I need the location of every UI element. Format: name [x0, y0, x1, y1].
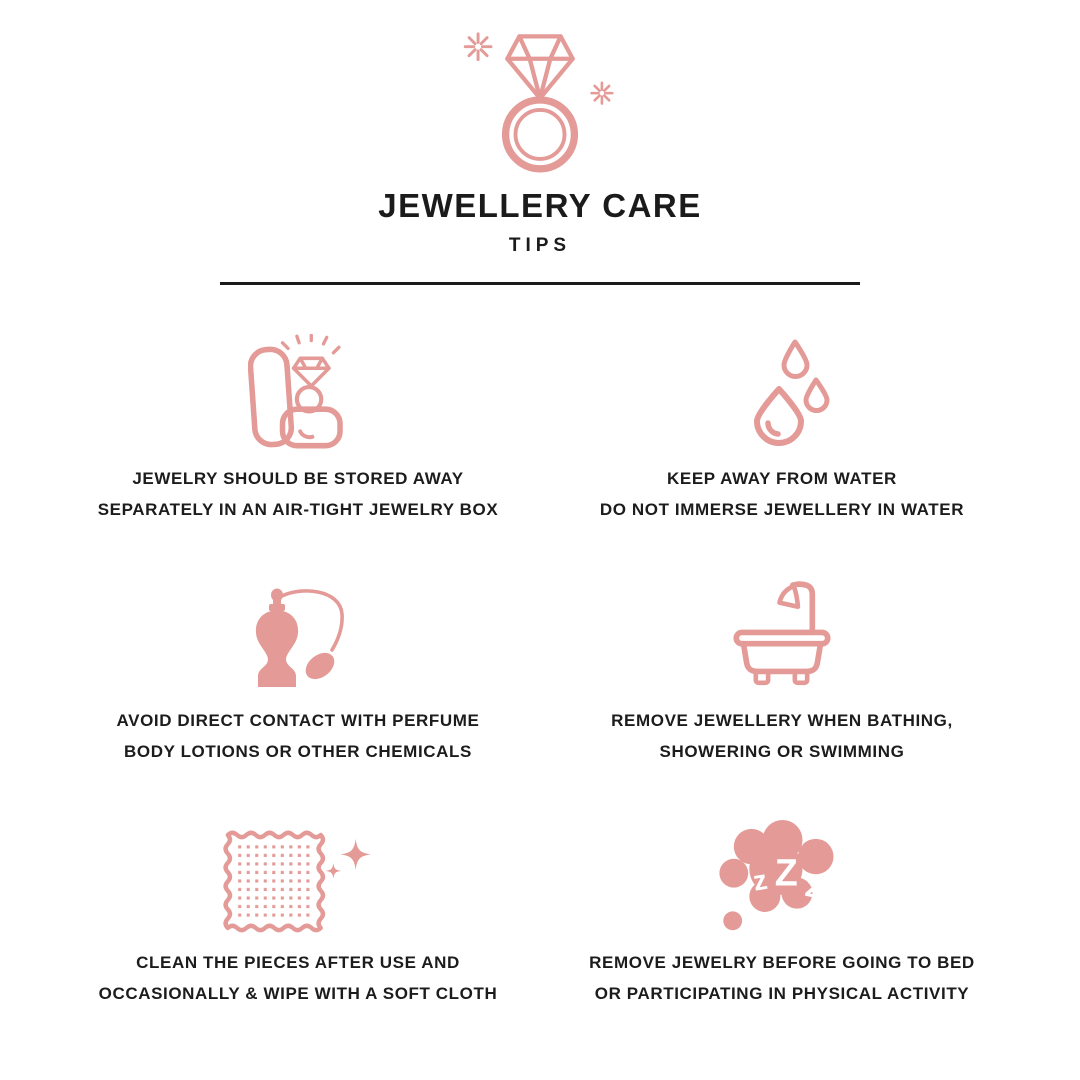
ring-box-icon: [248, 334, 348, 449]
page-subtitle: TIPS: [508, 235, 572, 256]
tip-line: KEEP AWAY FROM WATER: [667, 469, 897, 488]
tip-cleaning: [56, 807, 540, 1009]
ring-band-inner: [515, 110, 564, 159]
tip-text: [56, 947, 540, 1009]
divider-line: [220, 282, 860, 285]
tips-grid: [56, 323, 1024, 1009]
sparkle-icon: [465, 34, 491, 60]
water-drops-icon: [735, 339, 830, 449]
bathtub-shower-icon: [733, 580, 831, 691]
sparkle-icon: [592, 83, 613, 104]
diamond-shape: [507, 36, 572, 98]
tip-line: CLEAN THE PIECES AFTER USE AND: [136, 953, 460, 972]
tip-line: OR PARTICIPATING IN PHYSICAL ACTIVITY: [594, 984, 970, 1003]
tip-line: SEPARATELY IN AN AIR-TIGHT JEWELRY BOX: [97, 500, 499, 519]
tip-line: OCCASIONALLY & WIPE WITH A SOFT CLOTH: [98, 984, 498, 1003]
tip-text: [540, 947, 1024, 1009]
tip-perfume: [56, 565, 540, 767]
tip-text: [56, 463, 540, 525]
tip-text: [540, 463, 1024, 525]
sleep-cloud-icon: [718, 820, 846, 933]
tip-line: REMOVE JEWELRY BEFORE GOING TO BED: [589, 953, 975, 972]
tip-water: [540, 323, 1024, 525]
page-title: JEWELLERY CARE: [378, 187, 702, 224]
tip-sleep: [540, 807, 1024, 1009]
header: [0, 0, 1080, 285]
tip-text: [540, 705, 1024, 767]
sleep-zzz-text: z Z z: [750, 851, 824, 906]
tip-line: JEWELRY SHOULD BE STORED AWAY: [132, 469, 464, 488]
perfume-atomizer-icon: [248, 588, 348, 691]
tip-text: [56, 705, 540, 767]
diamond-ring-icon: [454, 26, 626, 174]
tip-line: BODY LOTIONS OR OTHER CHEMICALS: [124, 742, 472, 761]
sparkle-icon: [325, 839, 371, 879]
tip-storage: [56, 323, 540, 525]
cleaning-cloth-icon: [221, 828, 376, 933]
tip-line: REMOVE JEWELLERY WHEN BATHING,: [611, 711, 953, 730]
tip-line: DO NOT IMMERSE JEWELLERY IN WATER: [599, 500, 965, 519]
tip-line: AVOID DIRECT CONTACT WITH PERFUME: [116, 711, 480, 730]
tip-bathing: [540, 565, 1024, 767]
tip-line: SHOWERING OR SWIMMING: [659, 742, 905, 761]
